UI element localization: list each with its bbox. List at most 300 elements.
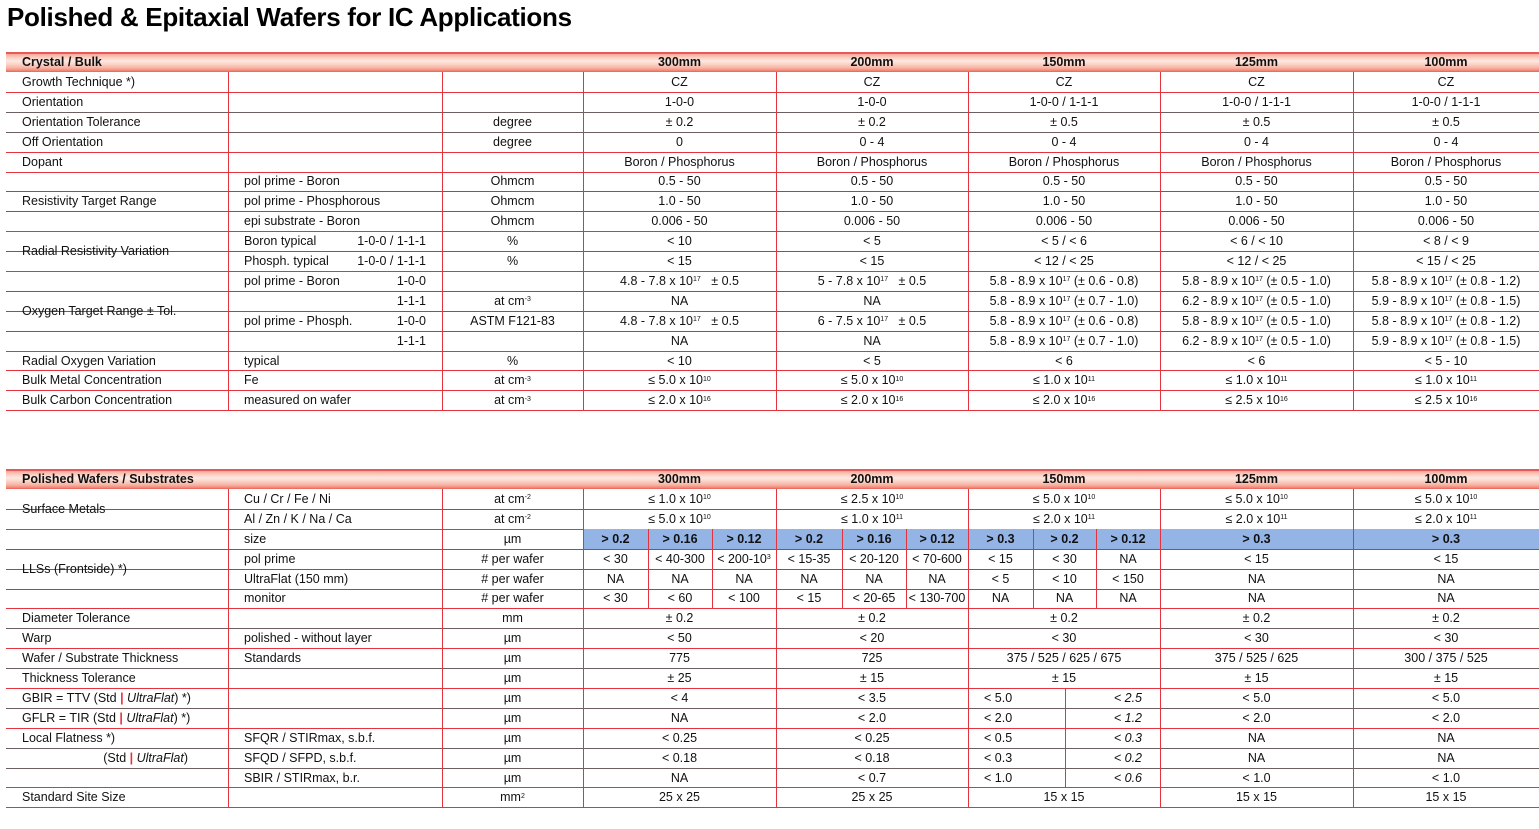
cell-text: < 30 xyxy=(1052,551,1077,566)
cell-text: polished - without layer xyxy=(244,631,372,646)
text-part: ≤ 2.5 x 10 xyxy=(840,491,896,506)
value-100mm xyxy=(1353,648,1539,668)
text-part: ≤ 2.0 x 10 xyxy=(1032,511,1088,526)
cell-text: NA xyxy=(606,571,625,586)
cell-text: 125mm xyxy=(1234,55,1279,69)
cell-text: ± 0.2 xyxy=(858,114,886,129)
grid-line xyxy=(648,529,649,609)
group-label-row xyxy=(6,152,1539,172)
cell-text: < 20 xyxy=(859,631,885,646)
cell-text: mm xyxy=(502,611,523,626)
cell-text: CZ xyxy=(1248,74,1265,89)
section-header-label xyxy=(6,469,228,489)
cell-text: 0.5 - 50 xyxy=(1235,174,1278,189)
table-row xyxy=(6,688,1539,708)
cell-text: 375 / 525 / 625 / 675 xyxy=(1006,651,1122,666)
cell-text: CZ xyxy=(1055,74,1073,89)
exponent: -2 xyxy=(524,514,531,522)
cell-text: < 15 xyxy=(1433,551,1459,566)
cell-text: Standard Site Size xyxy=(22,790,126,805)
cell-text: < 2.5 xyxy=(1113,690,1142,705)
value-150mm-std xyxy=(968,708,1065,728)
cell-text: 15 x 15 xyxy=(1425,790,1467,805)
section-header-label xyxy=(6,52,228,72)
cell-text: 1-0-0 xyxy=(664,94,695,109)
cell-text: Radial Oxygen Variation xyxy=(22,353,156,368)
cell-text: 100mm xyxy=(1424,472,1468,486)
text-part: ≤ 1.0 x 10 xyxy=(1225,373,1281,388)
cell-text: ± 0.2 xyxy=(1432,611,1460,626)
row-label xyxy=(6,72,228,92)
exponent: -3 xyxy=(524,296,531,304)
cell-text: ± 15 xyxy=(1051,671,1077,686)
cell-text: Boron / Phosphorus xyxy=(816,154,928,169)
table-row xyxy=(6,708,1539,728)
exponent: 16 xyxy=(1087,395,1096,403)
exponent: 10 xyxy=(1469,494,1478,502)
exponent: 11 xyxy=(1280,514,1288,522)
value-100mm xyxy=(1353,788,1539,808)
row-label xyxy=(6,231,228,271)
row-label xyxy=(6,92,228,112)
grid-line xyxy=(776,72,777,410)
cell-text: < 150 xyxy=(1112,571,1144,586)
cell-text: < 12 / < 25 xyxy=(1034,254,1094,269)
cell-text: µm xyxy=(503,671,522,686)
label-part: GBIR = TTV (Std xyxy=(22,690,121,705)
cell-text: 1-1-1 xyxy=(396,333,426,348)
grid-line xyxy=(1160,489,1161,807)
label-part: | xyxy=(129,750,134,765)
row-divider xyxy=(6,410,1539,411)
cell-text: µm xyxy=(503,750,522,765)
cell-text: NA xyxy=(863,333,881,348)
column-header-300mm xyxy=(583,52,776,72)
cell-text: pol prime - Phosph. xyxy=(244,313,353,328)
text-part: 5.8 - 8.9 x 10 xyxy=(1182,273,1256,288)
text-part: ≤ 5.0 x 10 xyxy=(840,373,896,388)
value-150mm xyxy=(968,648,1160,668)
cell-text: ± 0.5 xyxy=(1432,114,1460,129)
value-150mm-ultraflat xyxy=(1065,708,1160,728)
cell-text: < 20-65 xyxy=(852,591,896,606)
cell-text: Phosph. typical xyxy=(244,254,329,269)
cell-text: < 15 xyxy=(667,254,692,269)
cell-text: Polished Wafers / Substrates xyxy=(22,472,194,486)
cell-text: 0 - 4 xyxy=(859,134,885,149)
row-unit xyxy=(442,628,583,648)
value-150mm xyxy=(968,608,1160,628)
polished-wafers-header xyxy=(6,469,1539,489)
cell-text: ± 0.2 xyxy=(1050,611,1078,626)
column-header-125mm xyxy=(1160,469,1353,489)
exponent: 10 xyxy=(703,514,711,522)
cell-text: > 0.16 xyxy=(856,531,892,546)
cell-text: < 5 - 10 xyxy=(1424,353,1468,368)
grid-line xyxy=(1160,72,1161,410)
cell-text: µm xyxy=(503,770,522,785)
value-150mm-std xyxy=(968,688,1065,708)
cell-text: ± 0.2 xyxy=(665,114,694,129)
label-part: UltraFlat xyxy=(123,690,175,705)
cell-text: ± 25 xyxy=(667,671,692,686)
cell-text: 100mm xyxy=(1424,55,1468,69)
row-divider xyxy=(6,807,1539,808)
cell-text: 1.0 - 50 xyxy=(1424,194,1468,209)
cell-text: SBIR / STIRmax, b.r. xyxy=(244,770,360,785)
value-200mm xyxy=(776,688,968,708)
cell-text: < 6 xyxy=(1247,353,1266,368)
cell-text: NA xyxy=(1247,730,1266,745)
label-part: | xyxy=(120,690,124,705)
table-row xyxy=(6,788,1539,808)
cell-text: Diameter Tolerance xyxy=(22,611,131,626)
value-125mm xyxy=(1160,608,1353,628)
cell-text: LLSs (Frontside) *) xyxy=(22,561,127,576)
cell-text: CZ xyxy=(671,74,688,89)
row-sublabel xyxy=(228,628,442,648)
value-125mm xyxy=(1160,648,1353,668)
cell-text: < 0.25 xyxy=(854,730,890,745)
cell-text: 0.006 - 50 xyxy=(651,214,708,229)
exponent: 17 xyxy=(880,316,889,324)
cell-text: Surface Metals xyxy=(22,501,106,516)
row-label xyxy=(6,371,228,391)
cell-text: NA xyxy=(1247,591,1266,606)
cell-text: 0 - 4 xyxy=(1243,134,1269,149)
cell-text: 1-0-0 / 1-1-1 xyxy=(1411,94,1481,109)
cell-text: 300mm xyxy=(657,55,702,69)
grid-line xyxy=(776,489,777,807)
cell-text: < 12 / < 25 xyxy=(1226,254,1287,269)
exponent: 17 xyxy=(1062,276,1071,284)
text-part: ≤ 5.0 x 10 xyxy=(1414,491,1470,506)
cell-text: < 8 / < 9 xyxy=(1423,234,1469,249)
cell-text: NA xyxy=(1119,551,1137,566)
text-part: 6.2 - 8.9 x 10 xyxy=(1182,293,1256,308)
exponent: 10 xyxy=(895,375,904,383)
grid-line xyxy=(968,72,969,410)
text-part: 5.8 - 8.9 x 10 xyxy=(989,293,1063,308)
row-label xyxy=(6,788,228,808)
local-flatness-label xyxy=(6,728,1539,788)
text-part: 4.8 - 7.8 x 10 xyxy=(620,313,694,328)
cell-text: SFQR / STIRmax, s.b.f. xyxy=(244,730,376,745)
text-part: ± 0.5 xyxy=(700,273,739,288)
cell-text: Oxygen Target Range ± Tol. xyxy=(22,303,177,318)
column-header-200mm xyxy=(776,469,968,489)
page-title: Polished & Epitaxial Wafers for IC Applications xyxy=(7,2,572,32)
grid-line xyxy=(1065,688,1066,788)
row-unit xyxy=(442,708,583,728)
polished-wafers-table xyxy=(6,469,1539,809)
column-header-300mm xyxy=(583,469,776,489)
text-part: ± 0.5 xyxy=(700,313,739,328)
cell-text: 0.006 - 50 xyxy=(1035,214,1093,229)
text-part: 5.9 - 8.9 x 10 xyxy=(1371,333,1445,348)
cell-text: Ohmcm xyxy=(490,194,535,209)
cell-text: Cu / Cr / Fe / Ni xyxy=(244,491,331,506)
exponent: 17 xyxy=(1255,276,1263,284)
value-100mm xyxy=(1353,708,1539,728)
row-unit xyxy=(442,788,583,808)
text-part: (± 0.6 - 0.8) xyxy=(1070,313,1139,328)
row-label xyxy=(6,628,228,648)
text-part: ≤ 5.0 x 10 xyxy=(1032,491,1088,506)
cell-text: ± 15 xyxy=(1433,671,1459,686)
cell-text: Fe xyxy=(244,373,259,388)
cell-text: > 0.2 xyxy=(1050,531,1079,546)
value-200mm xyxy=(776,628,968,648)
text-part: at cm xyxy=(494,491,525,506)
exponent: 17 xyxy=(1062,296,1071,304)
group-label-row xyxy=(6,271,1539,351)
exponent: -2 xyxy=(524,494,531,502)
value-125mm xyxy=(1160,668,1353,688)
cell-text: NA xyxy=(1247,571,1266,586)
cell-text: 25 x 25 xyxy=(851,790,893,805)
cell-text: < 1.0 xyxy=(1431,770,1461,785)
row-label xyxy=(6,668,228,688)
cell-text: 725 xyxy=(861,651,883,666)
text-part: (± 0.8 - 1.5) xyxy=(1452,333,1521,348)
cell-text: Off Orientation xyxy=(22,134,104,149)
cell-text: NA xyxy=(865,571,883,586)
cell-text: < 2.0 xyxy=(984,710,1013,725)
text-part: ≤ 2.0 x 10 xyxy=(1414,511,1470,526)
cell-text: 1-0-0 / 1-1-1 xyxy=(357,254,426,269)
text-part: 6.2 - 8.9 x 10 xyxy=(1182,333,1256,348)
cell-text: degree xyxy=(493,134,532,149)
cell-text: < 2.0 xyxy=(1431,710,1461,725)
exponent: 17 xyxy=(693,316,701,324)
cell-text: < 1.2 xyxy=(1113,710,1142,725)
text-part: ≤ 5.0 x 10 xyxy=(648,373,703,388)
label-part: ) xyxy=(183,750,188,765)
row-unit xyxy=(442,688,583,708)
value-200mm xyxy=(776,608,968,628)
group-label-row xyxy=(6,529,1539,609)
cell-text: < 0.25 xyxy=(661,730,698,745)
cell-text: CZ xyxy=(863,74,881,89)
cell-text: NA xyxy=(1247,750,1266,765)
cell-text: µm xyxy=(503,690,522,705)
cell-text: < 5.0 xyxy=(1242,690,1271,705)
exponent: 17 xyxy=(693,276,701,284)
cell-text: NA xyxy=(1055,591,1074,606)
cell-text: NA xyxy=(928,571,946,586)
cell-text: µm xyxy=(503,631,522,646)
cell-text: < 0.3 xyxy=(984,750,1013,765)
cell-text: < 4 xyxy=(670,690,689,705)
group-label-row xyxy=(6,132,1539,152)
row-label xyxy=(6,529,228,609)
cell-text: 15 x 15 xyxy=(1235,790,1277,805)
grid-line xyxy=(583,489,584,807)
cell-text: ± 15 xyxy=(859,671,885,686)
grid-line xyxy=(1033,529,1034,609)
cell-text: 200mm xyxy=(850,472,894,486)
exponent: 10 xyxy=(1280,494,1288,502)
group-label-row xyxy=(6,112,1539,132)
exponent: 11 xyxy=(1469,514,1478,522)
exponent: 16 xyxy=(1469,395,1478,403)
exponent: 10 xyxy=(703,494,711,502)
cell-text: 0.5 - 50 xyxy=(658,174,701,189)
grid-line xyxy=(712,529,713,609)
cell-text: 775 xyxy=(669,651,690,666)
cell-text: 1-0-0 / 1-1-1 xyxy=(1029,94,1099,109)
cell-text: NA xyxy=(1437,571,1455,586)
cell-text: ± 0.2 xyxy=(1242,611,1271,626)
text-part: ≤ 5.0 x 10 xyxy=(648,511,703,526)
cell-text: < 5 / < 6 xyxy=(1041,234,1087,249)
cell-text: < 30 xyxy=(603,551,628,566)
cell-text: < 15 xyxy=(1244,551,1269,566)
row-label xyxy=(6,489,228,529)
cell-text: 0 - 4 xyxy=(1051,134,1077,149)
value-150mm-ultraflat xyxy=(1065,688,1160,708)
cell-text: 0.006 - 50 xyxy=(843,214,901,229)
text-part: < 200-10 xyxy=(717,551,767,566)
cell-text: < 6 / < 10 xyxy=(1230,234,1283,249)
grid-line xyxy=(1353,72,1354,410)
value-300mm xyxy=(583,708,776,728)
cell-text: < 15 / < 25 xyxy=(1416,254,1476,269)
cell-text: Warp xyxy=(22,631,52,646)
exponent: 11 xyxy=(1087,375,1096,383)
exponent: 2 xyxy=(520,792,525,800)
cell-text: 1.0 - 50 xyxy=(1235,194,1278,209)
row-label xyxy=(6,390,228,410)
text-part: ≤ 5.0 x 10 xyxy=(1225,491,1280,506)
text-part: ≤ 2.5 x 10 xyxy=(1225,393,1280,408)
text-part: 5.8 - 8.9 x 10 xyxy=(1182,313,1256,328)
cell-text: < 6 xyxy=(1055,353,1073,368)
cell-text: pol prime - Phosphorous xyxy=(244,194,381,209)
exponent: 11 xyxy=(1469,375,1478,383)
cell-text: 375 / 525 / 625 xyxy=(1214,651,1299,666)
cell-text: > 0.2 xyxy=(601,531,630,546)
cell-text: Resistivity Target Range xyxy=(22,194,157,209)
cell-text: 0.006 - 50 xyxy=(1228,214,1285,229)
text-part: ≤ 1.0 x 10 xyxy=(648,491,703,506)
cell-text: ASTM F121-83 xyxy=(470,313,555,328)
cell-text: NA xyxy=(670,333,689,348)
cell-text: Growth Technique *) xyxy=(22,74,136,89)
text-part: at cm xyxy=(494,511,525,526)
grid-line xyxy=(442,489,443,807)
cell-text: < 50 xyxy=(667,631,692,646)
row-unit xyxy=(442,668,583,688)
cell-text: µm xyxy=(503,651,522,666)
text-part: 5 - 7.8 x 10 xyxy=(817,273,881,288)
table-row xyxy=(6,628,1539,648)
text-part: ≤ 1.0 x 10 xyxy=(840,511,896,526)
row-label xyxy=(6,728,228,748)
exponent: 17 xyxy=(1444,316,1453,324)
text-part: at cm xyxy=(494,393,525,408)
cell-text: NA xyxy=(670,293,689,308)
cell-text: < 2.0 xyxy=(1242,710,1271,725)
cell-text: < 10 xyxy=(667,353,692,368)
value-125mm xyxy=(1160,708,1353,728)
cell-text: Thickness Tolerance xyxy=(22,671,136,686)
cell-text: < 10 xyxy=(1052,571,1077,586)
value-200mm xyxy=(776,788,968,808)
cell-text: < 0.18 xyxy=(854,750,890,765)
cell-text: NA xyxy=(1437,591,1455,606)
text-part: (± 0.7 - 1.0) xyxy=(1070,333,1139,348)
cell-text: SFQD / SFPD, s.b.f. xyxy=(244,750,357,765)
row-label xyxy=(6,708,228,728)
text-part: 5.8 - 8.9 x 10 xyxy=(1371,313,1445,328)
cell-text: Standards xyxy=(244,651,301,666)
cell-text: Crystal / Bulk xyxy=(22,55,102,69)
grid-line xyxy=(228,72,229,410)
column-header-200mm xyxy=(776,52,968,72)
row-label xyxy=(6,132,228,152)
cell-text: # per wafer xyxy=(481,571,544,586)
cell-text: 1-0-0 xyxy=(396,313,426,328)
grid-line xyxy=(228,489,229,807)
cell-text: pol prime - Boron xyxy=(244,273,340,288)
cell-text: 1-0-0 / 1-1-1 xyxy=(357,234,426,249)
cell-text: < 10 xyxy=(667,234,692,249)
table-row xyxy=(6,608,1539,628)
label-part: | xyxy=(119,710,123,725)
row-label xyxy=(6,688,228,708)
text-part: (± 0.5 - 1.0) xyxy=(1262,313,1331,328)
cell-text: 0.5 - 50 xyxy=(1042,174,1086,189)
text-part: at cm xyxy=(494,293,525,308)
cell-text: > 0.3 xyxy=(1431,531,1461,546)
label-part: GFLR = TIR (Std xyxy=(22,710,120,725)
cell-text: epi substrate - Boron xyxy=(244,214,361,229)
cell-text: NA xyxy=(671,571,689,586)
cell-text: % xyxy=(506,234,519,249)
value-200mm xyxy=(776,708,968,728)
text-part: ≤ 2.0 x 10 xyxy=(1032,393,1088,408)
cell-text: ± 15 xyxy=(1244,671,1269,686)
exponent: 11 xyxy=(1280,375,1288,383)
row-sublabel xyxy=(228,648,442,668)
cell-text: pol prime - Boron xyxy=(244,174,340,189)
cell-text: 150mm xyxy=(1042,55,1086,69)
cell-text: 0 - 4 xyxy=(1433,134,1459,149)
exponent: 3 xyxy=(766,554,771,562)
cell-text: NA xyxy=(1437,750,1455,765)
value-100mm xyxy=(1353,628,1539,648)
cell-text: pol prime xyxy=(244,551,296,566)
cell-text: Wafer / Substrate Thickness xyxy=(22,651,179,666)
cell-text: < 3.5 xyxy=(857,690,887,705)
text-part: (± 0.8 - 1.2) xyxy=(1452,313,1521,328)
column-header-150mm xyxy=(968,52,1160,72)
text-part: (± 0.5 - 1.0) xyxy=(1262,273,1331,288)
exponent: 10 xyxy=(1087,494,1096,502)
value-150mm xyxy=(968,628,1160,648)
grid-line xyxy=(583,72,584,410)
text-part: 5.8 - 8.9 x 10 xyxy=(989,273,1063,288)
exponent: 11 xyxy=(1087,514,1096,522)
exponent: 16 xyxy=(703,395,711,403)
cell-text: Orientation Tolerance xyxy=(22,114,141,129)
group-label-row xyxy=(6,172,1539,232)
group-label-row xyxy=(6,390,1539,410)
cell-text: degree xyxy=(493,114,532,129)
row-unit xyxy=(442,648,583,668)
